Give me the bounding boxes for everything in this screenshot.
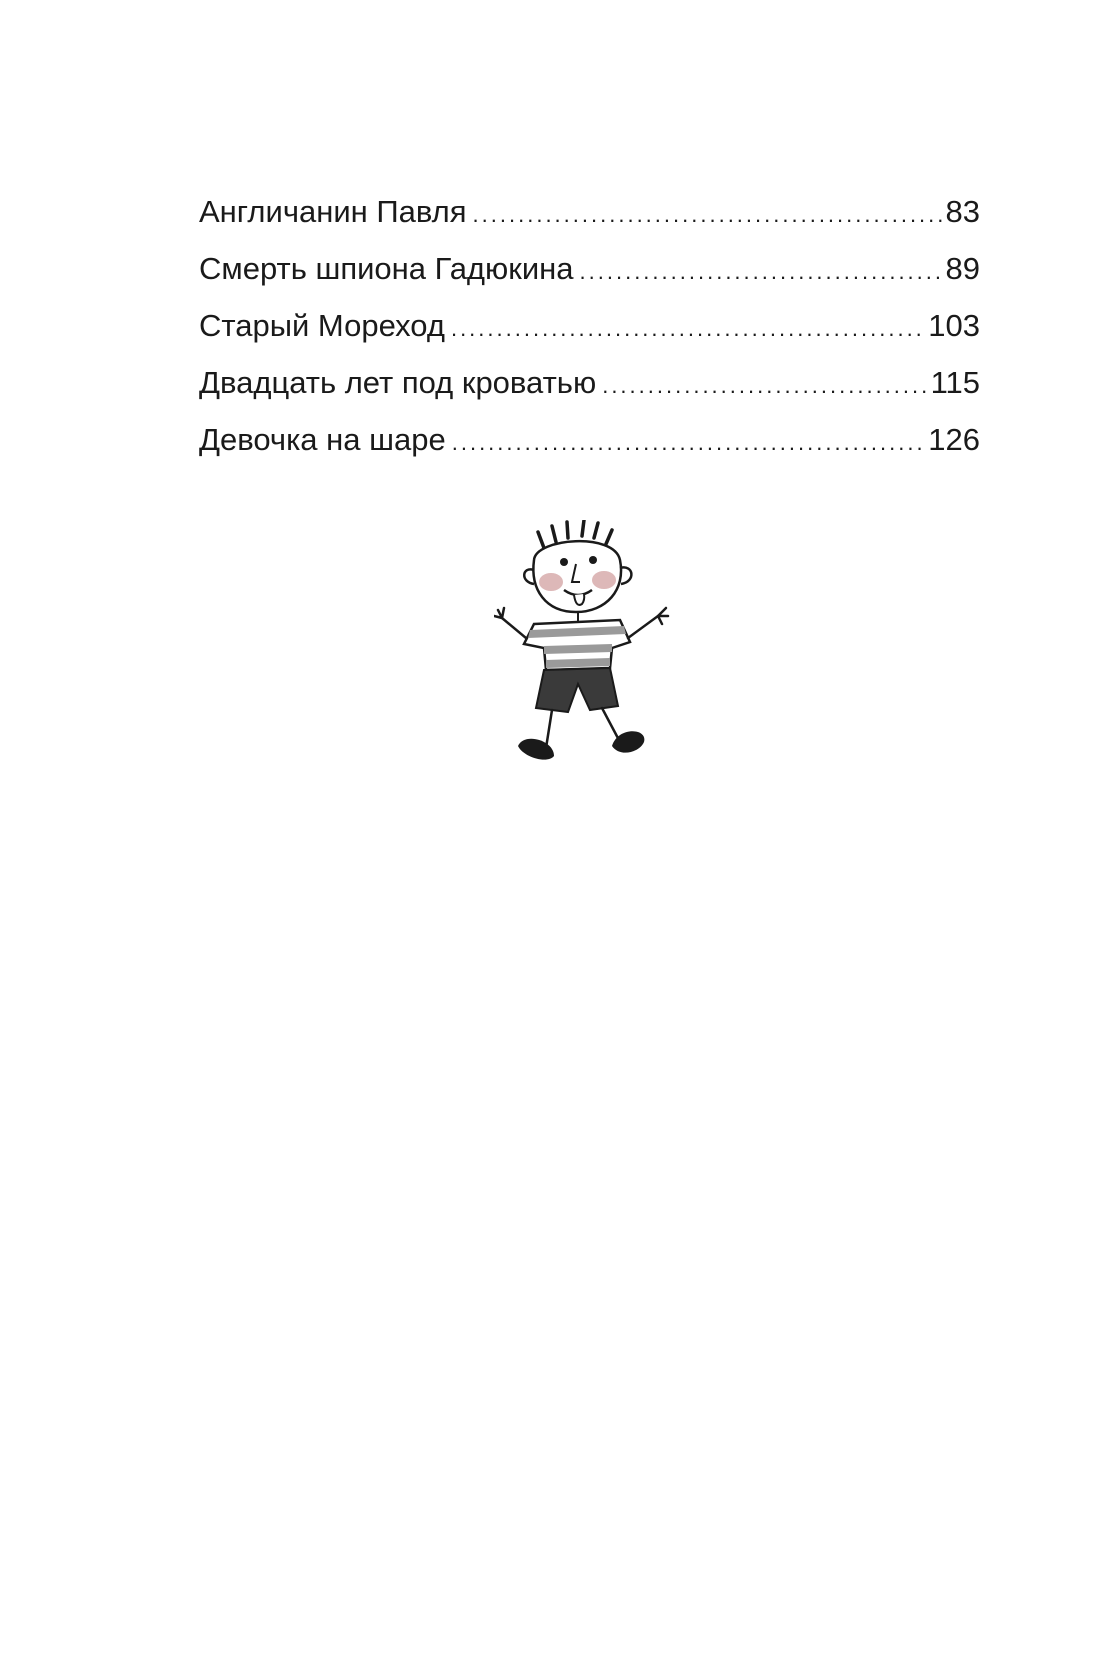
- toc-dot-leader: [451, 300, 924, 357]
- toc-entry-page: 83: [945, 194, 980, 229]
- toc-entry[interactable]: [199, 240, 980, 297]
- toc-entry-title: Смерть шпиона Гадюкина: [199, 251, 574, 286]
- boy-left-eye: [560, 558, 568, 566]
- toc-dot-leader: [580, 243, 942, 300]
- boy-right-eye: [589, 556, 597, 564]
- boy-shoes: [518, 731, 644, 759]
- boy-legs: [546, 708, 620, 748]
- toc-dot-leader: [602, 357, 926, 414]
- toc-entry-title: Двадцать лет под кроватью: [199, 365, 597, 400]
- toc-entry-page: 103: [928, 308, 980, 343]
- boy-right-cheek: [592, 571, 616, 589]
- boy-illustration: [494, 520, 694, 780]
- toc-entry-page: 115: [930, 365, 980, 400]
- boy-shorts: [536, 668, 618, 712]
- toc-entry-title: Девочка на шаре: [199, 422, 446, 457]
- toc-entry-title: Старый Мореход: [199, 308, 445, 343]
- toc-dot-leader: [452, 414, 925, 471]
- boy-left-cheek: [539, 573, 563, 591]
- boy-shirt: [524, 620, 630, 670]
- boy-tongue: [574, 594, 584, 605]
- toc-entry[interactable]: [199, 411, 980, 468]
- toc-entry-title: Англичанин Павля: [199, 194, 467, 229]
- toc-entry-page: 126: [928, 422, 980, 457]
- toc-dot-leader: [473, 186, 942, 243]
- toc-entry[interactable]: [199, 297, 980, 354]
- toc-entry-page: 89: [945, 251, 980, 286]
- toc-entry[interactable]: [199, 354, 980, 411]
- table-of-contents: [199, 183, 980, 468]
- toc-entry[interactable]: [199, 183, 980, 240]
